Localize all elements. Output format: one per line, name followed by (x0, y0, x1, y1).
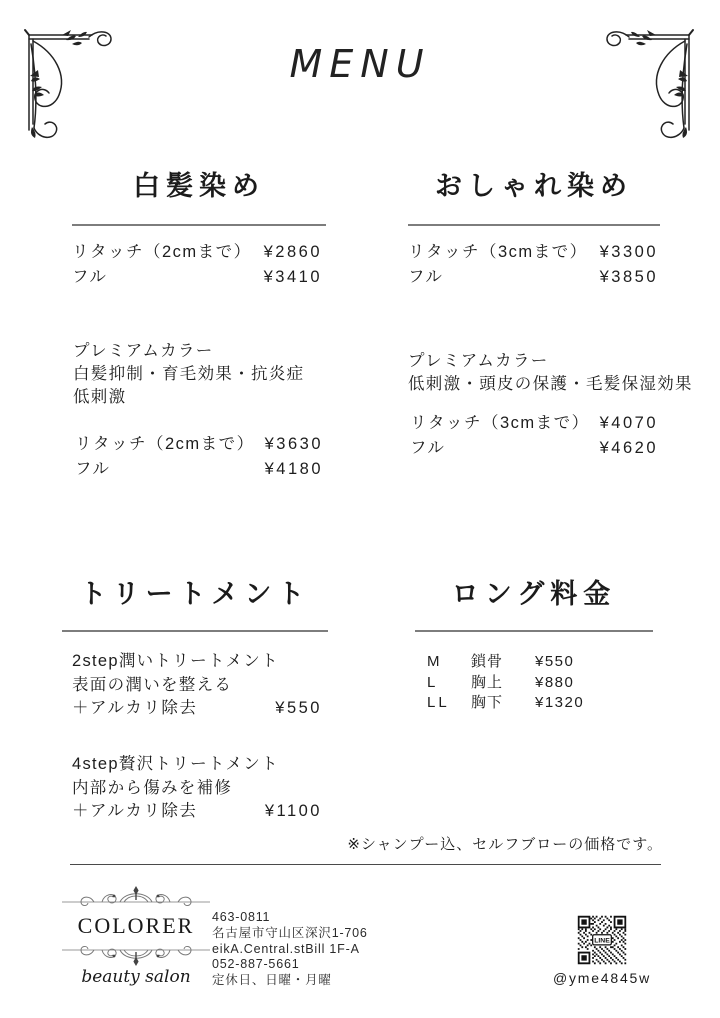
item-price: ¥4620 (599, 439, 658, 457)
section-divider (72, 224, 326, 226)
item-price: ¥3300 (599, 243, 658, 261)
address-line: eikA.Central.stBill 1F-A (212, 941, 360, 956)
item-price: ¥550 (275, 699, 322, 717)
section-heading-treatment: トリートメント (79, 579, 311, 609)
line-qr-label: LINE (594, 937, 610, 945)
item-price: ¥2860 (263, 243, 322, 261)
gray-hair-premium-description (73, 340, 333, 409)
footer-divider (70, 864, 661, 865)
price-row (410, 436, 658, 461)
item-label: リタッチ（2cmまで） (75, 435, 255, 453)
fashion-color-premium-description (408, 350, 700, 396)
logo-flourish-icon (62, 940, 210, 966)
price-row (410, 411, 658, 436)
section-divider (62, 630, 328, 632)
salon-address-block (212, 910, 368, 989)
item-label: フル (408, 268, 444, 286)
section-divider (408, 224, 660, 226)
size-cell: LL (427, 694, 450, 711)
page-title: MENU (289, 42, 431, 86)
price-row (72, 265, 322, 290)
treatment-name: 2step潤いトリートメント (72, 652, 279, 670)
item-price: ¥4180 (264, 460, 323, 478)
premium-title: プレミアムカラー (73, 342, 214, 360)
closed-days: 定休日、日曜・月曜 (212, 973, 332, 988)
size-cell: M (427, 653, 443, 670)
long-hair-fee-table (427, 652, 584, 714)
item-label: フル (75, 460, 111, 478)
price-row (72, 800, 322, 824)
price-cell: ¥1320 (535, 694, 585, 711)
item-price: ¥3850 (599, 268, 658, 286)
item-label: リタッチ（2cmまで） (72, 243, 252, 261)
treatment-item-2step (72, 650, 322, 721)
size-cell: L (427, 673, 439, 691)
line-qr-code (576, 914, 628, 966)
item-label: リタッチ（3cmまで） (410, 414, 590, 432)
treatment-addon: ＋アルカリ除去 (72, 699, 198, 717)
premium-desc: 白髪抑制・育毛効果・抗炎症 (73, 365, 305, 383)
gray-hair-premium-price-list (75, 432, 323, 482)
item-label: フル (410, 439, 446, 457)
section-divider (415, 630, 653, 632)
section-heading-fashion-color: おしゃれ染め (435, 171, 633, 201)
address-line: 名古屋市守山区深沢1-706 (212, 925, 368, 940)
price-row (72, 697, 322, 721)
premium-desc: 低刺激・頭皮の保護・毛髪保湿効果 (408, 375, 693, 393)
price-row (72, 240, 322, 265)
price-row (75, 457, 323, 482)
treatment-name: 4step贅沢トリートメント (72, 755, 279, 773)
price-row (408, 240, 658, 265)
section-heading-long-hair-fee: ロング料金 (451, 579, 617, 609)
phone-number: 052-887-5661 (212, 957, 300, 972)
fashion-color-premium-price-list (410, 411, 658, 461)
salon-tagline: beauty salon (81, 967, 191, 987)
length-cell: 胸上 (471, 673, 504, 691)
premium-title: プレミアムカラー (408, 352, 549, 370)
section-heading-gray-hair-color: 白髪染め (133, 171, 265, 201)
line-account-id: @yme4845w (552, 970, 652, 986)
logo-flourish-icon (62, 886, 210, 912)
fashion-color-price-list (408, 240, 658, 290)
gray-hair-price-list (72, 240, 322, 290)
length-cell: 胸下 (471, 694, 504, 711)
postal-code: 463-0811 (212, 910, 271, 924)
item-price: ¥1100 (264, 802, 322, 820)
length-cell: 鎖骨 (471, 653, 504, 670)
table-row (427, 673, 584, 694)
premium-desc: 低刺激 (73, 388, 127, 406)
treatment-desc: 表面の潤いを整える (72, 675, 233, 694)
table-row (427, 652, 584, 673)
table-row (427, 693, 584, 714)
item-price: ¥4070 (599, 414, 658, 432)
item-price: ¥3410 (263, 268, 322, 286)
treatment-item-4step (72, 753, 322, 824)
item-price: ¥3630 (264, 435, 323, 453)
item-label: リタッチ（3cmまで） (408, 243, 588, 261)
salon-name: COLORER (77, 913, 195, 938)
price-cell: ¥880 (535, 673, 575, 691)
pricing-note: ※シャンプー込、セルフブローの価格です。 (347, 836, 663, 853)
price-cell: ¥550 (535, 653, 575, 670)
treatment-desc: 内部から傷みを補修 (72, 778, 233, 797)
item-label: フル (72, 268, 108, 286)
price-row (75, 432, 323, 457)
salon-logo (62, 886, 210, 987)
treatment-addon: ＋アルカリ除去 (72, 802, 198, 820)
price-row (408, 265, 658, 290)
